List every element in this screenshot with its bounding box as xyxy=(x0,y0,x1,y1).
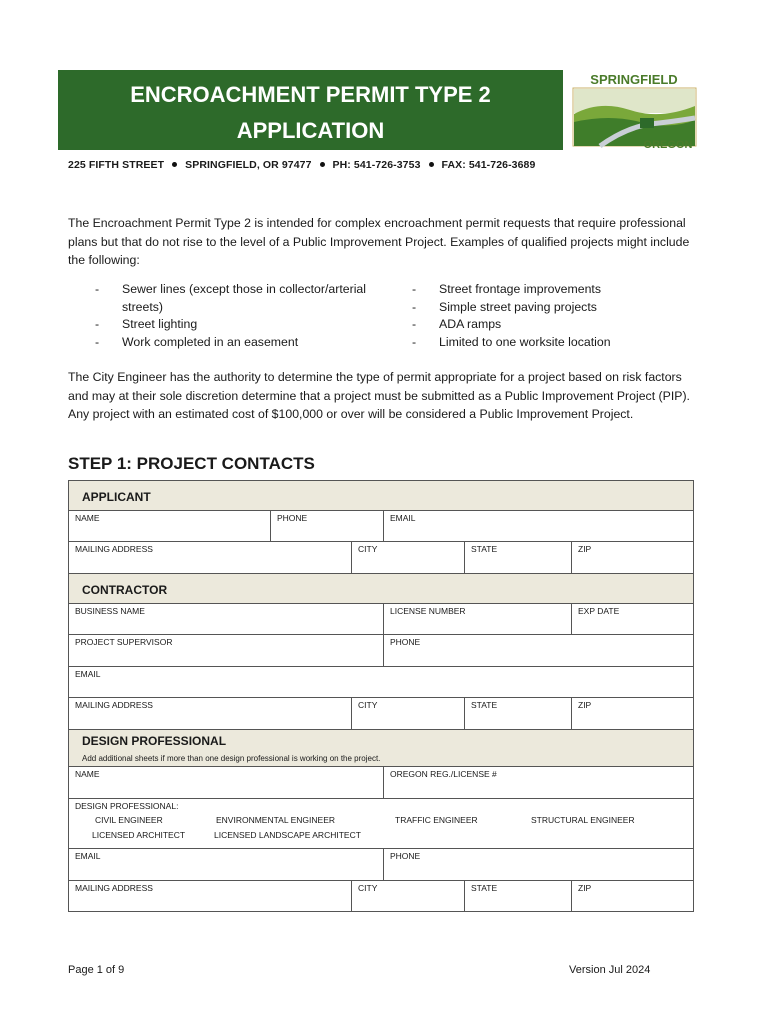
page-title-line2: APPLICATION xyxy=(236,118,385,143)
business-name-field[interactable]: BUSINESS NAME xyxy=(75,606,145,616)
traffic-engineer-option[interactable]: TRAFFIC ENGINEER xyxy=(395,815,478,825)
applicant-row-2 xyxy=(69,542,693,574)
design-row-4 xyxy=(69,881,693,911)
springfield-logo xyxy=(570,70,700,150)
list-item: - Sewer lines (except those in collector/arterial streets) xyxy=(95,282,366,314)
design-note: Add additional sheets if more than one design professional is working on the project. xyxy=(82,754,381,763)
list-item: - ADA ramps xyxy=(412,317,502,331)
applicant-zip-field[interactable]: ZIP xyxy=(571,542,693,573)
list-item: - Limited to one worksite location xyxy=(412,334,611,349)
bullet-icon xyxy=(320,162,325,167)
contact-address-line xyxy=(68,159,535,171)
contractor-row-2 xyxy=(69,635,693,667)
landscape-architect-option[interactable]: LICENSED LANDSCAPE ARCHITECT xyxy=(214,830,361,840)
contractor-row-4 xyxy=(69,698,693,730)
applicant-heading: APPLICANT xyxy=(82,490,151,504)
structural-engineer-option[interactable]: STRUCTURAL ENGINEER xyxy=(531,815,635,825)
examples-list-right xyxy=(412,281,702,351)
contractor-zip-field[interactable]: ZIP xyxy=(571,698,693,729)
design-row-3 xyxy=(69,849,693,881)
authority-paragraph: The City Engineer has the authority to determine the type of permit appropriate for a project based on risk factors and may at their sole discretion determine that a project must be submitted as a Public Improvement Project (PIP). Any project with an estimated cost of $100,000 or over will be considered a Public Improvement Project. xyxy=(68,370,690,421)
applicant-mailing-field[interactable]: MAILING ADDRESS xyxy=(75,544,153,554)
svg-text:SPRINGFIELD: SPRINGFIELD xyxy=(590,72,678,87)
applicant-section-header xyxy=(69,481,693,511)
contractor-section-header xyxy=(69,574,693,604)
bullet-icon xyxy=(429,162,434,167)
design-heading: DESIGN PROFESSIONAL xyxy=(82,734,227,748)
design-city-field[interactable]: CITY xyxy=(351,881,464,911)
design-section-header xyxy=(69,730,693,766)
design-type-label: DESIGN PROFESSIONAL: xyxy=(75,801,179,811)
list-item: - Street frontage improvements xyxy=(412,282,601,296)
examples-list-left xyxy=(95,281,385,351)
applicant-name-field[interactable]: NAME xyxy=(75,513,100,523)
applicant-city-field[interactable]: CITY xyxy=(351,542,464,573)
design-state-field[interactable]: STATE xyxy=(464,881,571,911)
contractor-email-field[interactable]: EMAIL xyxy=(75,669,101,679)
exp-date-field[interactable]: EXP DATE xyxy=(571,604,693,634)
list-item: - Street lighting xyxy=(95,317,198,331)
phone-number: PH: 541-726-3753 xyxy=(332,159,421,171)
contractor-heading: CONTRACTOR xyxy=(82,583,168,597)
page-title-line1: ENCROACHMENT PERMIT TYPE 2 xyxy=(130,82,491,107)
design-phone-field[interactable]: PHONE xyxy=(383,849,693,880)
list-item: - Work completed in an easement xyxy=(95,334,299,349)
applicant-phone-field[interactable]: PHONE xyxy=(270,511,383,541)
city-state-zip: SPRINGFIELD, OR 97477 xyxy=(185,159,312,171)
project-contacts-form xyxy=(68,480,694,912)
applicant-email-field[interactable]: EMAIL xyxy=(383,511,693,541)
oregon-reg-field[interactable]: OREGON REG./LICENSE # xyxy=(383,767,693,798)
contractor-row-1 xyxy=(69,604,693,635)
environmental-engineer-option[interactable]: ENVIRONMENTAL ENGINEER xyxy=(216,815,336,825)
civil-engineer-option[interactable]: CIVIL ENGINEER xyxy=(95,815,163,825)
applicant-row-1 xyxy=(69,511,693,542)
contractor-mailing-field[interactable]: MAILING ADDRESS xyxy=(75,700,153,710)
applicant-state-field[interactable]: STATE xyxy=(464,542,571,573)
title-banner xyxy=(58,70,563,150)
contractor-state-field[interactable]: STATE xyxy=(464,698,571,729)
bullet-icon xyxy=(172,162,177,167)
svg-text:OREGON: OREGON xyxy=(643,139,693,150)
license-number-field[interactable]: LICENSE NUMBER xyxy=(383,604,571,634)
design-email-field[interactable]: EMAIL xyxy=(75,851,101,861)
street-address: 225 FIFTH STREET xyxy=(68,159,165,171)
fax-number: FAX: 541-726-3689 xyxy=(441,159,536,171)
design-mailing-field[interactable]: MAILING ADDRESS xyxy=(75,883,153,893)
design-name-field[interactable]: NAME xyxy=(75,769,100,779)
page-number: Page 1 of 9 xyxy=(68,964,125,976)
project-supervisor-field[interactable]: PROJECT SUPERVISOR xyxy=(75,637,173,647)
licensed-architect-option[interactable]: LICENSED ARCHITECT xyxy=(92,830,186,840)
contractor-city-field[interactable]: CITY xyxy=(351,698,464,729)
contractor-phone-field[interactable]: PHONE xyxy=(383,635,693,666)
version-label: Version Jul 2024 xyxy=(569,964,651,976)
design-zip-field[interactable]: ZIP xyxy=(571,881,693,911)
contractor-row-3 xyxy=(69,667,693,698)
intro-paragraph: The Encroachment Permit Type 2 is intended for complex encroachment permit requests that require professional plans but that do not rise to the level of a Public Improvement Project. Examples of qualified projects might include the following: xyxy=(68,216,690,267)
design-row-1 xyxy=(69,766,693,799)
step1-heading: STEP 1: PROJECT CONTACTS xyxy=(68,454,315,473)
list-item: - Simple street paving projects xyxy=(412,299,597,314)
design-type-row xyxy=(69,799,693,849)
